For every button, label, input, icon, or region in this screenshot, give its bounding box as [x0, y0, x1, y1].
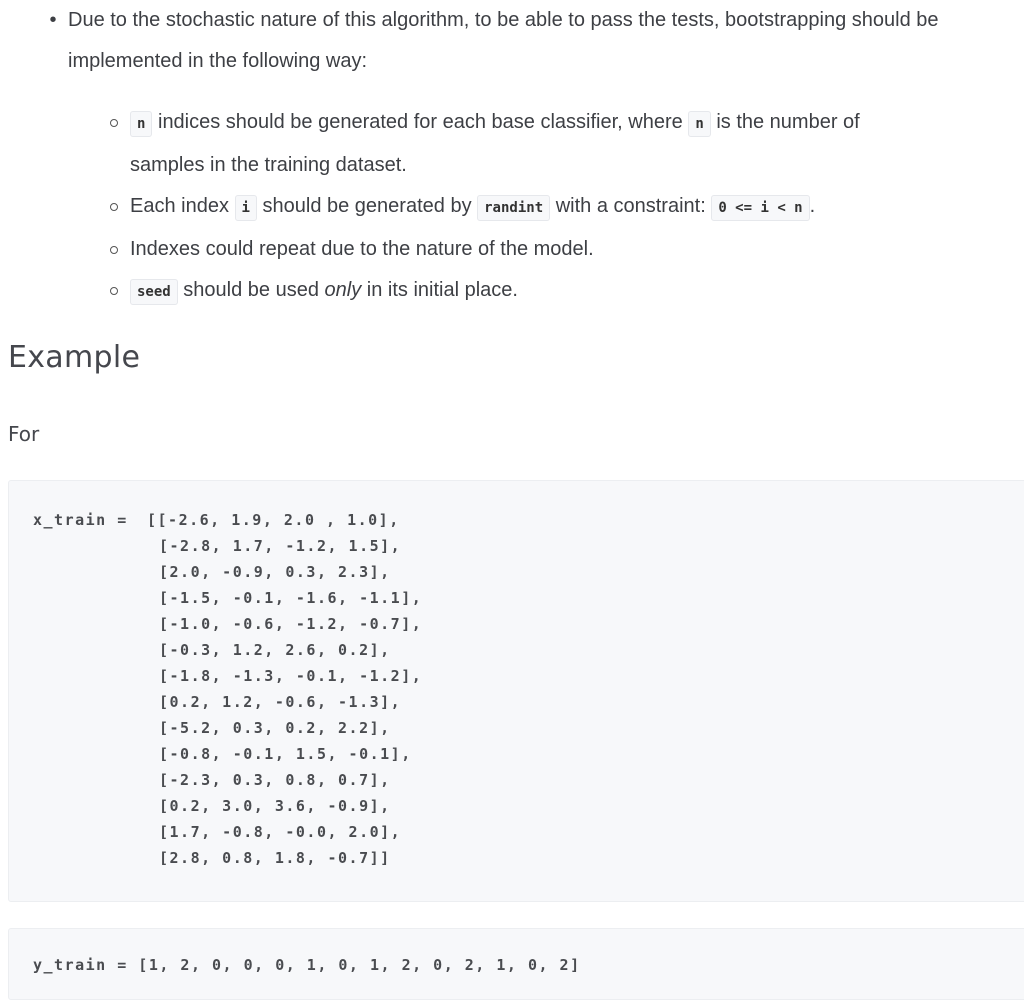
code-row: [0.2, 1.2, -0.6, -1.3], [159, 693, 402, 711]
sub-item-seed [110, 270, 1024, 313]
code-row: [-1.5, -0.1, -1.6, -1.1], [159, 589, 423, 607]
sub-item-text: in its initial place. [361, 279, 518, 301]
sub-item-randint [110, 186, 1024, 229]
sub-item-text: with a constraint: [550, 195, 712, 217]
sub-item-text: . [809, 195, 816, 217]
inline-code-seed: seed [130, 279, 178, 305]
code-row: [[-2.6, 1.9, 2.0 , 1.0], [147, 511, 400, 529]
sub-item-text: should be generated by [256, 195, 478, 217]
emphasis-text: only [324, 279, 362, 301]
main-bullet-line2: implemented in the following way: [68, 50, 368, 72]
code-row: [-0.8, -0.1, 1.5, -0.1], [159, 745, 412, 763]
inline-code-randint: randint [477, 195, 550, 221]
code-row: [-5.2, 0.3, 0.2, 2.2], [159, 719, 391, 737]
sub-item-text: Each index [130, 195, 235, 217]
code-row: [-1.8, -1.3, -0.1, -1.2], [159, 667, 423, 685]
code-row: [0.2, 3.0, 3.6, -0.9], [159, 797, 391, 815]
code-row: [-1.0, -0.6, -1.2, -0.7], [159, 615, 423, 633]
sub-item-text: samples in the training dataset. [130, 154, 407, 176]
main-bullet-line1: Due to the stochastic nature of this algorithm, to be able to pass the tests, bootstrapping should be [68, 9, 939, 31]
x-train-code-block [8, 480, 1024, 902]
code-row: [2.0, -0.9, 0.3, 2.3], [159, 563, 391, 581]
example-heading: Example [8, 340, 141, 375]
sub-bullet-list [110, 102, 1024, 313]
code-row: [-2.3, 0.3, 0.8, 0.7], [159, 771, 391, 789]
circle-bullet-icon [110, 203, 118, 211]
bullet-dot-icon: • [49, 9, 57, 31]
code-row: [-2.8, 1.7, -1.2, 1.5], [159, 537, 402, 555]
inline-code-i: i [235, 195, 257, 221]
sub-item-indices [110, 102, 1024, 186]
code-row: [2.8, 0.8, 1.8, -0.7]] [159, 849, 391, 867]
inline-code-n: n [688, 111, 710, 137]
sub-item-text: is the number of [710, 111, 860, 133]
main-bullet-item [46, 0, 1024, 82]
y-train-line: y_train = [1, 2, 0, 0, 0, 1, 0, 1, 2, 0, 2, 1, 0, 2] [33, 956, 581, 974]
inline-code-constraint: 0 <= i < n [711, 195, 809, 221]
sub-item-repeat [110, 229, 1024, 270]
inline-code-n: n [130, 111, 152, 137]
sub-item-text: Indexes could repeat due to the nature of the model. [130, 238, 594, 260]
circle-bullet-icon [110, 119, 118, 127]
sub-item-text: indices should be generated for each base classifier, where [152, 111, 689, 133]
x-train-prefix: x_train = [33, 511, 139, 529]
sub-item-text: should be used [177, 279, 325, 301]
y-train-code-block [8, 928, 1024, 1000]
for-label: For [8, 422, 40, 446]
circle-bullet-icon [110, 287, 118, 295]
circle-bullet-icon [110, 246, 118, 254]
code-row: [1.7, -0.8, -0.0, 2.0], [159, 823, 402, 841]
code-row: [-0.3, 1.2, 2.6, 0.2], [159, 641, 391, 659]
